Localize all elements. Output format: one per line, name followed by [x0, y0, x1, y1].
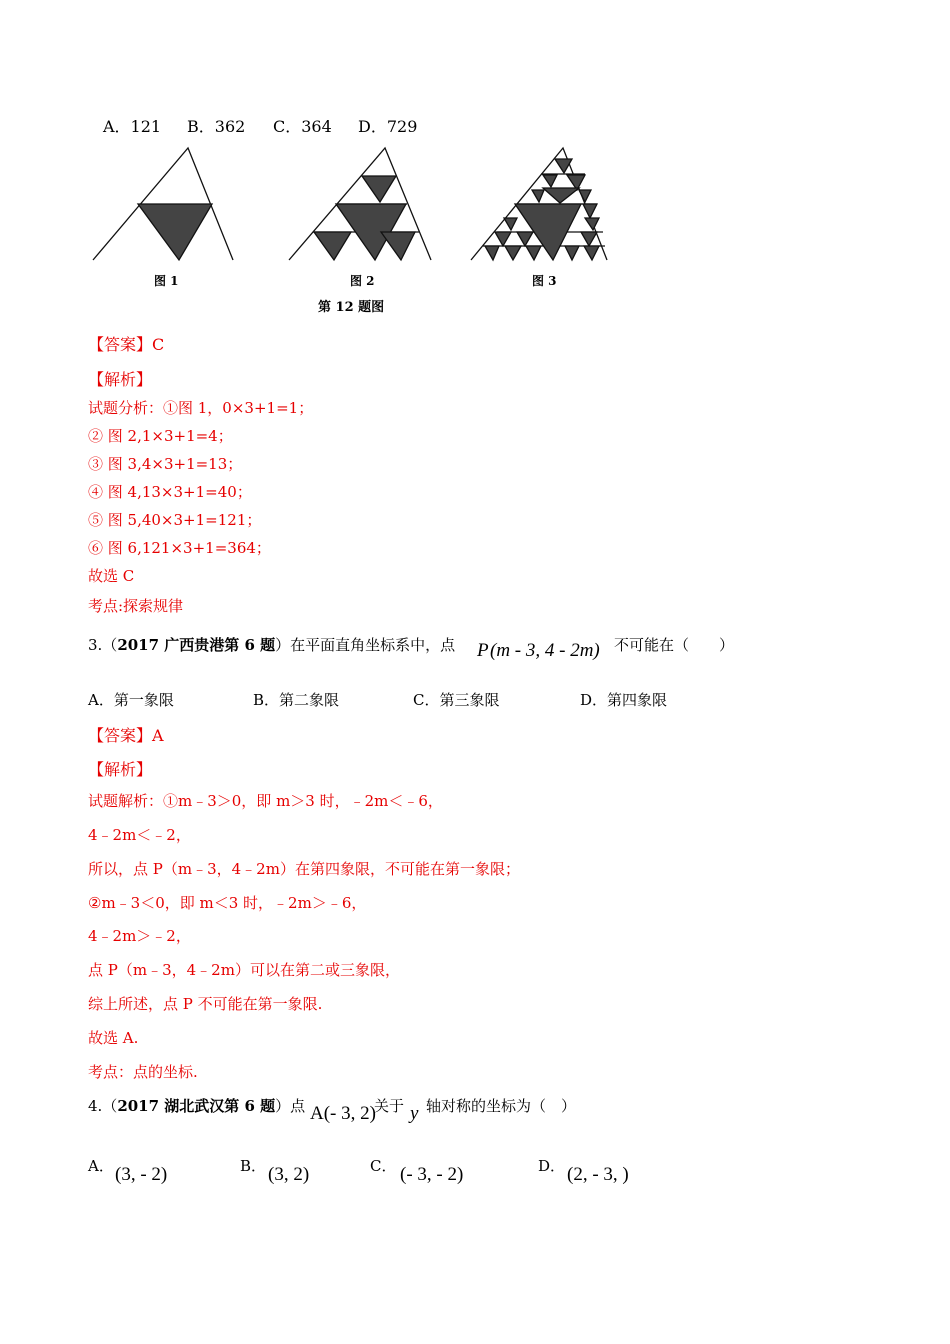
fig-caption-2: 图 2: [350, 274, 375, 288]
q12-figure: [85, 140, 630, 275]
q3-stem: [88, 634, 455, 655]
q4-option-d-value: (2, - 3, ): [567, 1164, 629, 1185]
figure-3: [471, 148, 607, 260]
q12-analysis-line: 故选 C: [88, 567, 135, 585]
fig-caption-3: 图 3: [532, 274, 557, 288]
q4-option-a-value: (3, - 2): [115, 1164, 168, 1185]
q4-option-d-letter: D．: [538, 1157, 566, 1175]
q3-analysis-line: 故选 A.: [88, 1029, 139, 1047]
q4-stem: [88, 1095, 305, 1116]
q12-analysis-line: ⑥ 图 6,121×3+1=364；: [88, 539, 271, 557]
q12-option-b: B．362: [187, 117, 246, 136]
q4-stem-a: ）点: [275, 1097, 306, 1115]
fig-caption-1: 图 1: [154, 274, 179, 288]
q12-analysis-head: 【解析】: [88, 370, 153, 389]
q4-option-a-letter: A．: [88, 1157, 114, 1175]
q3-stem-a: ）在平面直角坐标系中，点: [275, 636, 456, 654]
q3-point-p: P: [477, 640, 489, 661]
q3-analysis-line: 4﹣2m＜﹣2，: [88, 826, 191, 844]
q3-option-d: D．第四象限: [580, 691, 668, 709]
q4-point-a: A(- 3, 2): [310, 1103, 376, 1124]
q3-analysis-line: 点 P（m﹣3，4﹣2m）可以在第二或三象限，: [88, 961, 400, 979]
q4-option-c-value: (- 3, - 2): [400, 1164, 464, 1185]
q3-point-expr: (m - 3, 4 - 2m): [490, 640, 600, 661]
q3-answer: 【答案】A: [88, 726, 164, 745]
q4-stem-b: 关于: [374, 1097, 405, 1115]
q4-y-var: y: [410, 1103, 419, 1124]
q3-analysis-head: 【解析】: [88, 760, 153, 779]
q3-analysis-line: 所以，点 P（m﹣3，4﹣2m）在第四象限，不可能在第一象限；: [88, 860, 520, 878]
q3-analysis-line: 考点：点的坐标.: [88, 1063, 198, 1081]
q4-stem-c: 轴对称的坐标为（ ）: [426, 1097, 577, 1115]
q12-option-a: A．121: [103, 117, 162, 136]
q4-prefix: 4.（: [88, 1097, 118, 1115]
q3-option-a: A．第一象限: [88, 691, 174, 709]
q12-analysis-line: ② 图 2,1×3+1=4；: [88, 427, 233, 445]
q4-option-c-letter: C．: [370, 1157, 397, 1175]
figure-title: 第 12 题图: [318, 300, 385, 315]
q3-option-b: B．第二象限: [253, 691, 340, 709]
q3-analysis-line: 试题解析：①m﹣3＞0，即 m＞3 时，﹣2m＜﹣6，: [88, 792, 443, 810]
q4-option-b-value: (3, 2): [268, 1164, 310, 1185]
q3-analysis-line: 综上所述，点 P 不可能在第一象限.: [88, 995, 323, 1013]
q4-source: 2017 湖北武汉第 6 题: [117, 1097, 276, 1115]
q12-option-d: D．729: [358, 117, 418, 136]
q12-analysis-line: 考点:探索规律: [88, 597, 184, 615]
q12-analysis-line: 试题分析：①图 1，0×3+1=1；: [88, 399, 314, 417]
q3-option-c: C．第三象限: [413, 691, 500, 709]
q3-stem-b: 不可能在（ ）: [614, 636, 735, 654]
q12-option-c: C．364: [273, 117, 332, 136]
q3-prefix: 3.（: [88, 636, 118, 654]
figure-1: [93, 148, 233, 260]
q3-source: 2017 广西贵港第 6 题: [117, 636, 276, 654]
q12-answer: 【答案】C: [88, 335, 165, 354]
q12-analysis-line: ⑤ 图 5,40×3+1=121；: [88, 511, 262, 529]
q3-analysis-line: 4﹣2m＞﹣2，: [88, 927, 191, 945]
q12-analysis-line: ③ 图 3,4×3+1=13；: [88, 455, 243, 473]
q3-analysis-line: ②m﹣3＜0，即 m＜3 时，﹣2m＞﹣6，: [88, 894, 367, 912]
figure-2: [289, 148, 431, 260]
q12-analysis-line: ④ 图 4,13×3+1=40；: [88, 483, 252, 501]
q4-option-b-letter: B．: [240, 1157, 267, 1175]
